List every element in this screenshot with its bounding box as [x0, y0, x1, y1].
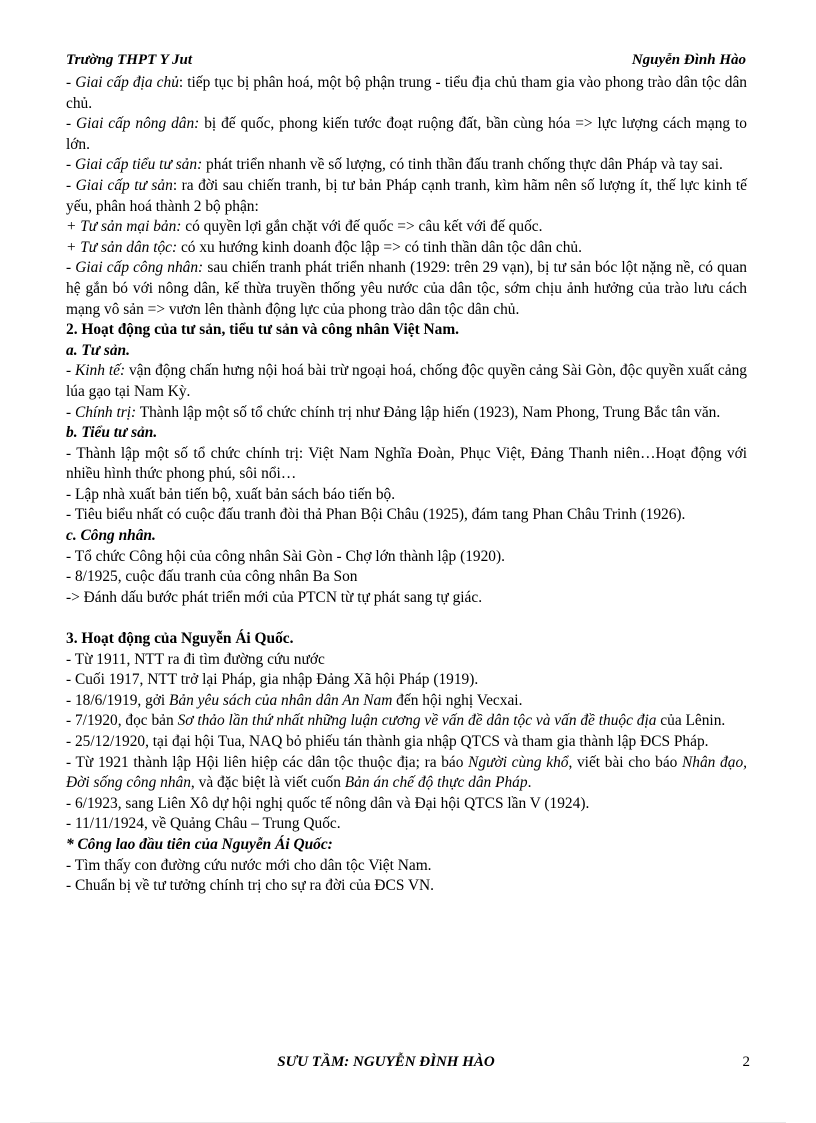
- page-number: 2: [742, 1054, 750, 1070]
- text-run: - 6/1923, sang Liên Xô dự hội nghị quốc tế nông dân và Đại hội QTCS lần V (1924).: [66, 794, 590, 812]
- paragraph: [66, 711, 747, 732]
- paragraph: [66, 73, 747, 114]
- text-run: * Công lao đầu tiên của Nguyễn Ái Quốc:: [66, 835, 333, 853]
- section-heading: [66, 526, 747, 547]
- header-author: Nguyễn Đình Hào: [631, 52, 746, 68]
- paragraph: [66, 650, 747, 671]
- header-school: Trường THPT Y Jut: [66, 52, 193, 68]
- text-run: đến hội nghị Vecxai.: [392, 691, 523, 709]
- section-heading: [66, 423, 747, 444]
- paragraph: [66, 505, 747, 526]
- text-run: - Từ 1911, NTT ra đi tìm đường cứu nước: [66, 650, 325, 668]
- text-run: 3. Hoạt động của Nguyễn Ái Quốc.: [66, 630, 294, 648]
- italic-run: - Giai cấp địa chủ: [66, 74, 179, 91]
- text-run: - Chuẩn bị về tư tưởng chính trị cho sự ra đời của ĐCS VN.: [66, 877, 435, 895]
- text-run: - Tổ chức Công hội của công nhân Sài Gòn - Chợ lớn thành lập (1920).: [66, 547, 505, 565]
- text-run: vận động chấn hưng nội hoá bài trừ ngoại hoá, chống độc quyền cảng Sài Gòn, độc quyền xuất cảng lúa gạo tại Nam Kỳ.: [66, 362, 747, 400]
- paragraph: [66, 403, 747, 424]
- text-run: : ra đời sau chiến tranh, bị tư bản Pháp cạnh tranh, kìm hãm nên số lượng ít, thế lực kinh tế yếu, phân hoá thành 2 bộ phận:: [66, 176, 748, 215]
- text-run: a. Tư sản.: [66, 341, 130, 359]
- italic-run: - Kinh tế:: [66, 362, 126, 380]
- italic-run: - Giai cấp tư sản: [66, 176, 173, 194]
- text-run: -> Đánh dấu bước phát triển mới của PTCN từ tự phát sang tự giác.: [66, 588, 483, 606]
- page-header: [66, 52, 746, 72]
- italic-run: Bản án chế độ thực dân Pháp: [344, 774, 528, 792]
- paragraph: [66, 155, 747, 176]
- text-run: của Lênin.: [656, 712, 726, 730]
- paragraph: [66, 691, 747, 712]
- text-run: - Cuối 1917, NTT trở lại Pháp, gia nhập Đảng Xã hội Pháp (1919).: [66, 671, 479, 689]
- text-run: : tiếp tục bị phân hoá, một bộ phận trung - tiểu địa chủ tham gia vào phong trào dân tộc dân chủ.: [66, 74, 747, 112]
- text-run: bị đế quốc, phong kiến tước đoạt ruộng đất, bần cùng hóa => lực lượng cách mạng to lớn.: [66, 115, 747, 153]
- paragraph: [66, 753, 747, 794]
- paragraph: [66, 567, 747, 588]
- paragraph: [66, 361, 747, 402]
- text-run: - Từ 1921 thành lập Hội liên hiệp các dân tộc thuộc địa; ra báo: [66, 753, 469, 771]
- text-run: sau chiến tranh phát triển nhanh (1929: trên 29 vạn), bị tư sản bóc lột nặng nề, có quan hệ gắn bó với nông dân, kế thừa truyền thống yêu nước của dân tộc, sớm chịu ảnh hưởng của trào lưu cách mạng vô sản => vươn lên thành động lực của phong trào dân tộc dân chủ.: [66, 259, 747, 318]
- italic-run: + Tư sản dân tộc:: [66, 238, 178, 256]
- italic-run: + Tư sản mại bản:: [66, 218, 182, 236]
- text-run: - Tiêu biểu nhất có cuộc đấu tranh đòi thả Phan Bội Châu (1925), đám tang Phan Châu Trinh (1926).: [66, 506, 686, 524]
- section-heading: [66, 320, 747, 341]
- text-run: phát triển nhanh về số lượng, có tinh thần đấu tranh chống thực dân Pháp và tay sai.: [202, 156, 723, 174]
- text-run: - 11/11/1924, về Quảng Châu – Trung Quốc.: [66, 815, 341, 833]
- footer-credit: SƯU TẦM: NGUYỄN ĐÌNH HÀO: [277, 1054, 495, 1070]
- paragraph: [66, 732, 747, 753]
- text-run: có quyền lợi gắn chặt với đế quốc => câu kết với đế quốc.: [181, 218, 543, 236]
- page-footer: [66, 1054, 750, 1074]
- section-heading: [66, 341, 747, 362]
- paragraph: [66, 485, 747, 506]
- text-run: - 8/1925, cuộc đấu tranh của công nhân Ba Son: [66, 568, 358, 586]
- text-run: có xu hướng kinh doanh độc lập => có tinh thần dân tộc dân chủ.: [177, 238, 582, 256]
- paragraph: [66, 814, 747, 835]
- blank-line: [66, 608, 747, 629]
- italic-run: Bản yêu sách của nhân dân An Nam: [169, 691, 393, 709]
- text-run: - Tìm thấy con đường cứu nước mới cho dân tộc Việt Nam.: [66, 856, 432, 874]
- italic-run: - Giai cấp công nhân:: [66, 259, 204, 277]
- text-run: - Lập nhà xuất bản tiến bộ, xuất bản sách báo tiến bộ.: [66, 485, 396, 503]
- italic-run: - Giai cấp tiểu tư sản:: [66, 156, 203, 174]
- paragraph: [66, 258, 747, 320]
- paragraph: [66, 217, 747, 238]
- section-heading: [66, 835, 747, 856]
- italic-run: Người cùng khổ: [468, 753, 569, 771]
- text-run: c. Công nhân.: [66, 527, 156, 545]
- text-run: - 18/6/1919, gởi: [66, 691, 170, 709]
- paragraph: [66, 794, 747, 815]
- document-body: [66, 73, 747, 897]
- paragraph: [66, 238, 747, 259]
- italic-run: Sơ thảo lần thứ nhất những luận cương về vấn đề dân tộc và vấn đề thuộc địa: [177, 712, 657, 730]
- paragraph: [66, 444, 747, 485]
- italic-run: - Giai cấp nông dân:: [66, 115, 200, 133]
- paragraph: [66, 547, 747, 568]
- text-run: Thành lập một số tổ chức chính trị như Đảng lập hiến (1923), Nam Phong, Trung Bắc tân văn.: [136, 403, 721, 421]
- paragraph: [66, 114, 747, 155]
- paragraph: [66, 856, 747, 877]
- text-run: .: [527, 774, 532, 792]
- text-run: 2. Hoạt động của tư sản, tiểu tư sản và công nhân Việt Nam.: [66, 321, 460, 339]
- text-run: , viết bài cho báo: [568, 753, 683, 771]
- italic-run: Nhân đạo, Đời sống công nhân: [66, 753, 747, 792]
- paragraph: [66, 176, 747, 217]
- text-run: b. Tiểu tư sản.: [66, 424, 158, 442]
- paragraph: [66, 670, 747, 691]
- text-run: , và đặc biệt là viết cuốn: [190, 774, 345, 792]
- text-run: - 7/1920, đọc bản: [66, 712, 178, 730]
- italic-run: - Chính trị:: [66, 403, 137, 421]
- text-run: - 25/12/1920, tại đại hội Tua, NAQ bỏ phiếu tán thành gia nhập QTCS và tham gia thành lập ĐCS Pháp.: [66, 733, 709, 750]
- section-heading: [66, 629, 747, 650]
- paragraph: [66, 588, 747, 609]
- paragraph: [66, 876, 747, 897]
- text-run: - Thành lập một số tổ chức chính trị: Việt Nam Nghĩa Đoàn, Phục Việt, Đảng Thanh niên…Hoạt động với nhiều hình thức phong phú, sôi nổi…: [66, 444, 747, 483]
